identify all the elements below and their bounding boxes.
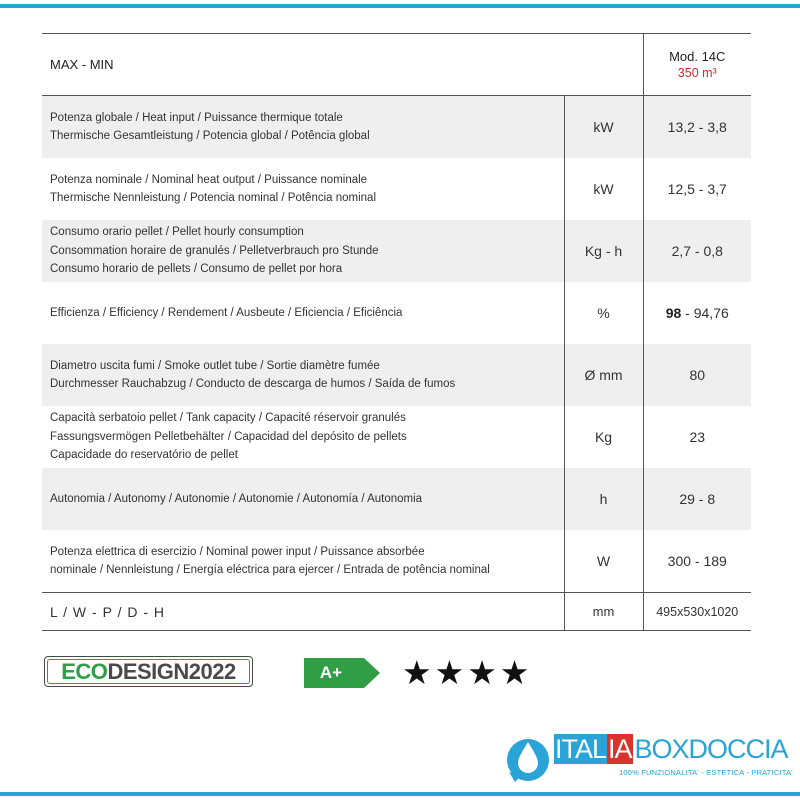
row-description (42, 468, 564, 530)
row-unit: Kg - h (564, 220, 643, 282)
brand-logo (506, 732, 796, 784)
row-value-text: 23 (689, 429, 706, 445)
brand-name-part2: IA (608, 734, 632, 764)
row-unit: h (564, 468, 643, 530)
description-line: Potenza elettrica di esercizio / Nominal power input / Puissance absorbée (50, 545, 425, 558)
row-value (643, 282, 751, 344)
row-description (42, 96, 564, 159)
row-unit: kW (564, 158, 643, 220)
row-value (643, 96, 751, 159)
description-line: Thermische Gesamtleistung / Potencia global / Potência global (50, 130, 370, 142)
description-line: Diametro uscita fumi / Smoke outlet tube / Sortie diamètre fumée (50, 359, 380, 372)
star-icon: ★ (499, 654, 530, 691)
model-name: Mod. 14C (669, 48, 726, 64)
dimensions-row (42, 593, 751, 631)
spec-table (42, 33, 751, 631)
energy-class-label: A+ (319, 663, 343, 682)
description-line: Consumo horario de pellets / Consumo de pellet por hora (50, 263, 343, 276)
spec-rows (42, 96, 751, 593)
description-line: Potenza globale / Heat input / Puissance thermique totale (50, 111, 343, 124)
star-icon: ★ (467, 654, 497, 691)
dimensions-label: L / W - P / D - H (42, 593, 564, 631)
row-value (643, 530, 751, 593)
star-icon: ★ (402, 654, 432, 691)
table-row (42, 220, 751, 282)
top-accent-rule (0, 4, 800, 8)
table-header-row (42, 34, 751, 96)
row-description (42, 158, 564, 220)
description-line: nominale / Nennleistung / Energía eléctrica para ejercer / Entrada de potência nominal (50, 564, 490, 576)
row-value (643, 344, 751, 406)
row-unit: % (564, 282, 643, 344)
star-rating (402, 655, 529, 691)
row-description (42, 406, 564, 468)
row-value-text: 2,7 - 0,8 (671, 243, 723, 259)
row-description (42, 530, 564, 593)
description-line: Autonomia / Autonomy / Autonomie / Autonomie / Autonomía / Autonomia (50, 492, 423, 505)
table-row (42, 406, 751, 468)
ecodesign-eco-text: ECO (61, 658, 108, 684)
description-line: Consommation horaire de granulés / Pelletverbrauch pro Stunde (50, 244, 379, 257)
header-model-cell (643, 34, 751, 96)
dimensions-unit: mm (564, 593, 643, 631)
description-line: Potenza nominale / Nominal heat output / Puissance nominale (50, 173, 368, 186)
row-description (42, 282, 564, 344)
row-unit: Ø mm (564, 344, 643, 406)
row-unit: kW (564, 96, 643, 159)
description-line: Durchmesser Rauchabzug / Conducto de descarga de humos / Saída de fumos (50, 378, 456, 390)
row-value (643, 468, 751, 530)
row-value-text: 80 (689, 367, 706, 383)
row-value-text: 300 - 189 (667, 553, 727, 569)
table-row (42, 468, 751, 530)
bottom-accent-rule (0, 792, 800, 796)
row-description (42, 344, 564, 406)
row-value (643, 158, 751, 220)
table-row (42, 282, 751, 344)
row-unit: W (564, 530, 643, 593)
table-row (42, 96, 751, 159)
row-description (42, 220, 564, 282)
row-value-text: 29 - 8 (679, 491, 716, 507)
model-volume: 350 m³ (677, 65, 717, 80)
description-line: Capacità serbatoio pellet / Tank capacity / Capacité réservoir granulés (50, 412, 406, 425)
brand-name-part3: BOXDOCCIA (634, 734, 788, 764)
ecodesign-year-text: DESIGN2022 (107, 658, 236, 684)
table-row (42, 530, 751, 593)
brand-name-part1: ITAL (555, 734, 607, 764)
description-line: Capacidade do reservatório de pellet (50, 449, 238, 462)
description-line: Efficienza / Efficiency / Rendement / Ausbeute / Eficiencia / Eficiência (50, 306, 403, 319)
brand-tagline: 100% FUNZIONALITA' - ESTETICA - PRATICITA' (619, 768, 793, 777)
row-value-text: - 94,76 (681, 305, 729, 321)
water-drop-icon (506, 732, 552, 784)
table-row (42, 344, 751, 406)
row-value-text: 12,5 - 3,7 (667, 181, 727, 197)
dimensions-value: 495x530x1020 (643, 593, 751, 631)
description-line: Fassungsvermögen Pelletbehälter / Capacidad del depósito de pellets (50, 430, 407, 443)
header-label: MAX - MIN (42, 34, 643, 96)
row-value (643, 406, 751, 468)
row-value-text: 13,2 - 3,8 (667, 119, 727, 135)
row-unit: Kg (564, 406, 643, 468)
description-line: Consumo orario pellet / Pellet hourly consumption (50, 226, 304, 239)
row-value-bold: 98 (665, 305, 682, 321)
star-icon: ★ (434, 654, 465, 691)
description-line: Thermische Nennleistung / Potencia nominal / Potência nominal (50, 192, 377, 204)
table-row (42, 158, 751, 220)
ecodesign-badge (44, 656, 253, 687)
brand-name (554, 734, 788, 764)
row-value (643, 220, 751, 282)
